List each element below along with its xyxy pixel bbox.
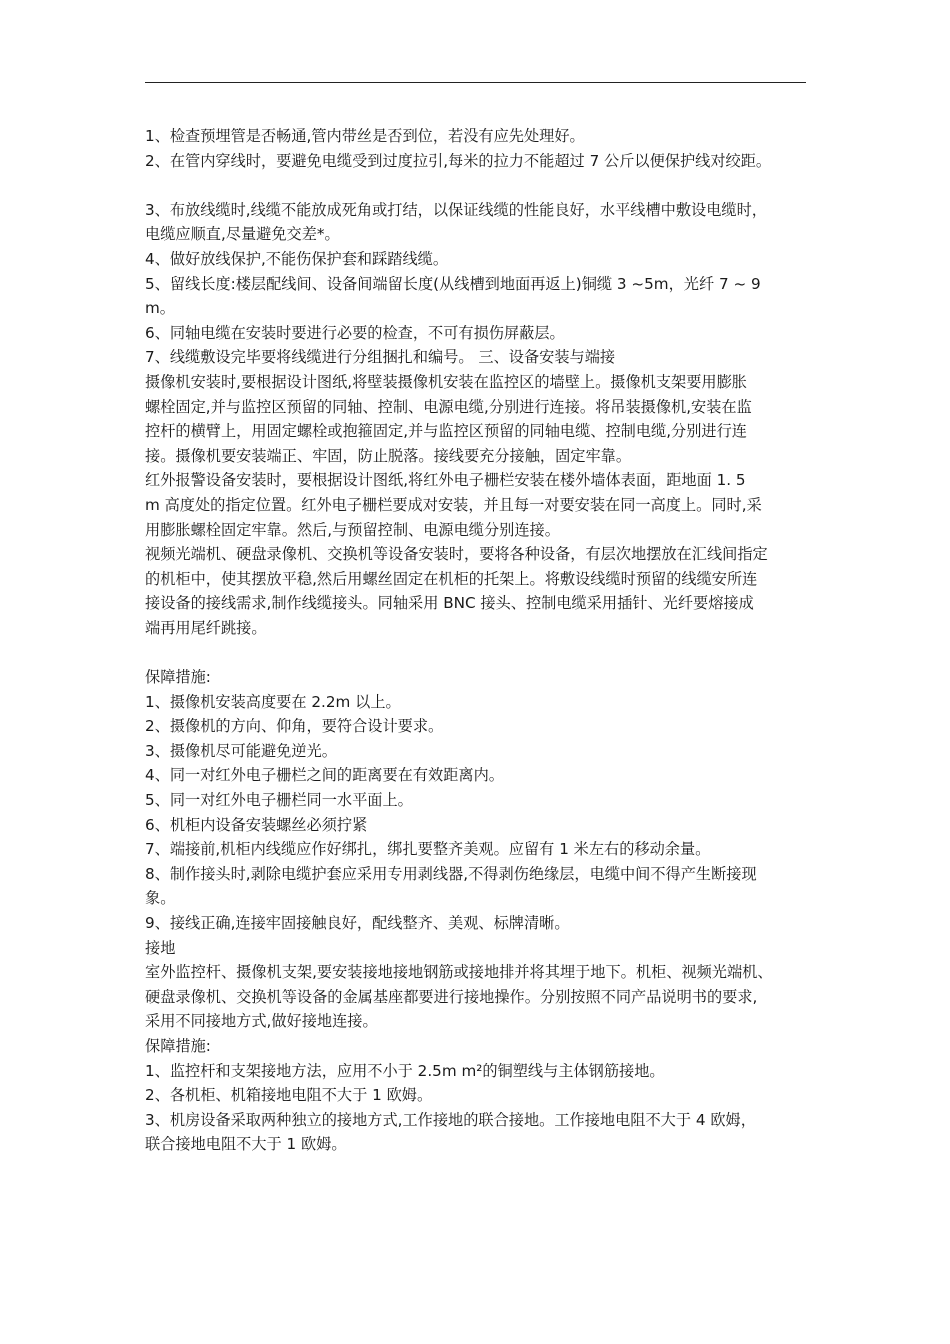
text-line: 6、机柜内设备安装螺丝必须拧紧 [145,815,368,834]
text-line: 5、同一对红外电子栅栏同一水平面上。 [145,791,413,810]
text-line: 象。 [145,889,176,908]
text-line: 联合接地电阻不大于 1 欧姆。 [145,1135,347,1154]
text-line: 9、接线正确,连接牢固接触良好，配线整齐、美观、标牌清晰。 [145,914,570,932]
text-line: 7、线缆敷设完毕要将线缆进行分组捆扎和编号。 三、设备安装与端接 [145,348,616,367]
text-line: 3、机房设备采取两种独立的接地方式,工作接地的联合接地。工作接地电阻不大于 4 欧姆， [145,1110,756,1129]
text-line: 2、在管内穿线时，要避免电缆受到过度拉引,每米的拉力不能超过 7 公斤以便保护线对绞距。 [145,151,772,170]
text-line: 的机柜中，使其摆放平稳,然后用螺丝固定在机柜的托架上。将敷设线缆时预留的线缆安所连 [145,569,758,588]
text-line: 1、检查预埋管是否畅通,管内带丝是否到位，若没有应先处理好。 [145,127,585,145]
text-line: 接。摄像机要安装端正、牢固，防止脱落。接线要充分接触，固定牢靠。 [145,446,631,465]
text-line: 6、同轴电缆在安装时要进行必要的检查，不可有损伤屏蔽层。 [145,323,565,342]
text-line: 螺栓固定,并与监控区预留的同轴、控制、电源电缆,分别进行连接。将吊装摄像机,安装在监 [145,397,752,416]
text-line: 电缆应顺直,尽量避免交差*。 [145,225,340,244]
blank-line [145,173,825,198]
text-line: 2、摄像机的方向、仰角，要符合设计要求。 [145,717,444,736]
text-line: 接地 [145,938,176,957]
text-line: 4、同一对红外电子栅栏之间的距离要在有效距离内。 [145,766,504,785]
text-line: 5、留线长度:楼层配线间、设备间端留长度(从线槽到地面再返上)铜缆 3 ~5m，光纤 7 ~ 9 [145,274,761,293]
text-line: 室外监控杆、摄像机支架,要安装接地接地钢筋或接地排并将其埋于地下。机柜、视频光端机、 [145,963,773,982]
header-rule [145,82,806,83]
text-line: 8、制作接头时,剥除电缆护套应采用专用剥线器,不得剥伤绝缘层，电缆中间不得产生断接现 [145,864,757,883]
text-line: 7、端接前,机柜内线缆应作好绑扎，绑扎要整齐美观。应留有 1 米左右的移动余量。 [145,840,711,859]
text-line: 2、各机柜、机箱接地电阻不大于 1 欧姆。 [145,1086,433,1105]
text-line: m。 [145,299,175,318]
text-line: 端再用尾纤跳接。 [145,618,267,637]
text-line: 保障措施: [145,668,211,687]
text-line: 4、做好放线保护,不能伤保护套和踩踏线缆。 [145,249,449,268]
text-line: 摄像机安装时,要根据设计图纸,将壁装摄像机安装在监控区的墙壁上。摄像机支架要用膨胀 [145,372,747,391]
text-line: 用膨胀螺栓固定牢靠。然后,与预留控制、电源电缆分别连接。 [145,520,560,539]
text-line: 3、布放线缆时,线缆不能放成死角或打结，以保证线缆的性能良好，水平线槽中敷设电缆时， [145,200,767,219]
text-line: 接设备的接线需求,制作线缆接头。同轴采用 BNC 接头、控制电缆采用插针、光纤要熔接成 [145,594,754,613]
blank-line [145,640,825,665]
text-line: m 高度处的指定位置。红外电子栅栏要成对安装，并且每一对要安装在同一高度上。同时,采 [145,495,762,514]
text-line: 采用不同接地方式,做好接地连接。 [145,1012,378,1031]
document-body [145,124,825,1157]
text-line: 3、摄像机尽可能避免逆光。 [145,741,337,760]
text-line: 1、摄像机安装高度要在 2.2m 以上。 [145,692,401,711]
text-line: 视频光端机、硬盘录像机、交换机等设备安装时，要将各种设备，有层次地摆放在汇线间指定 [145,545,768,564]
text-line: 红外报警设备安装时，要根据设计图纸,将红外电子栅栏安装在楼外墙体表面，距地面 1. 5 [145,471,746,490]
text-line: 保障措施: [145,1036,211,1055]
text-line: 1、监控杆和支架接地方法，应用不小于 2.5m m²的铜塑线与主体钢筋接地。 [145,1061,665,1080]
text-line: 硬盘录像机、交换机等设备的金属基座都要进行接地操作。分别按照不同产品说明书的要求, [145,987,758,1006]
text-line: 控杆的横臂上，用固定螺栓或抱箍固定,并与监控区预留的同轴电缆、控制电缆,分别进行连 [145,422,747,441]
